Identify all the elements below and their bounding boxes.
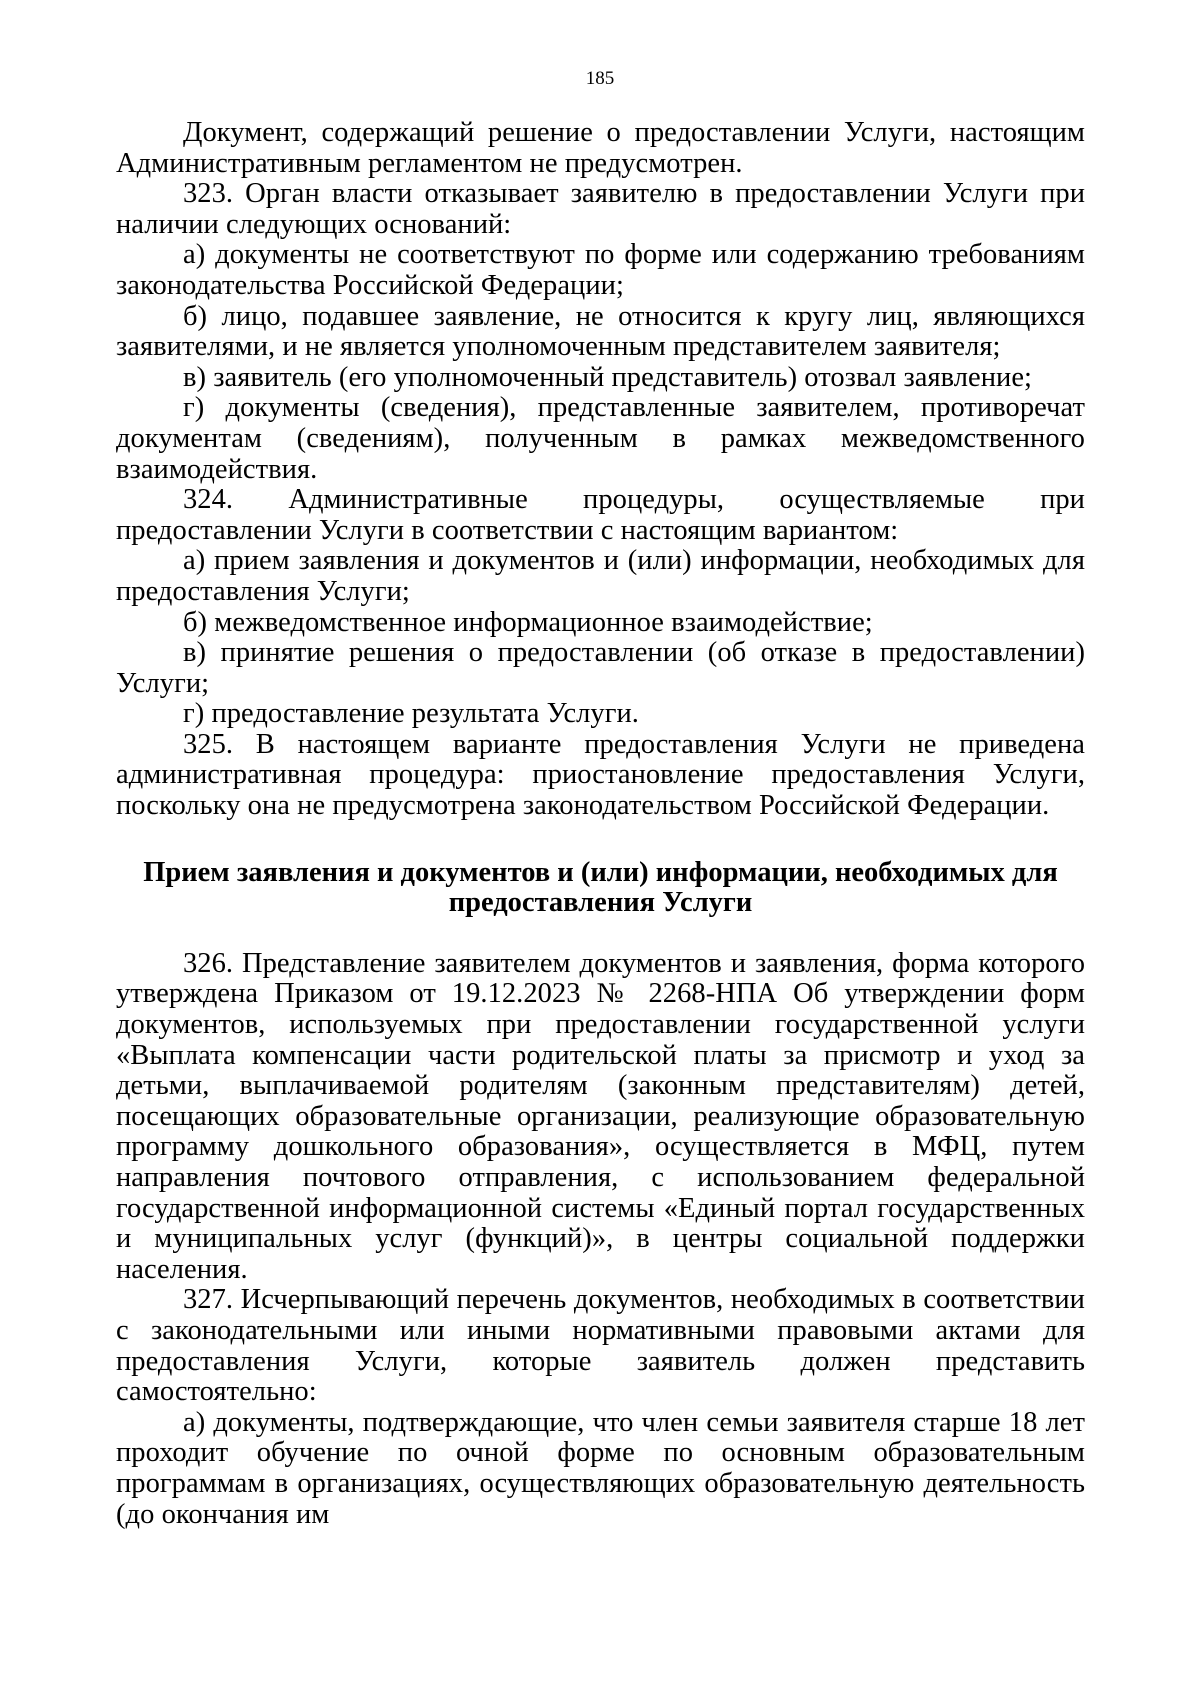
document-body	[116, 118, 1085, 1530]
list-item-323-v: в) заявитель (его уполномоченный представитель) отозвал заявление;	[183, 361, 1033, 393]
list-item-323-g: г) документы (сведения), представленные заявителем, противоречат документам (сведениям), полученным в рамках межведомственного взаимодействия.	[116, 392, 1085, 485]
list-item-324-g: г) предоставление результата Услуги.	[183, 698, 639, 730]
list-item-324-v: в) принятие решения о предоставлении (об отказе в предоставлении) Услуги;	[116, 637, 1085, 699]
section-heading	[116, 858, 1085, 919]
list-item-324-a: а) прием заявления и документов и (или) информации, необходимых для предоставления Услуги;	[116, 545, 1085, 607]
list-item-323-a: а) документы не соответствуют по форме или содержанию требованиям законодательства Российской Федерации;	[116, 239, 1085, 301]
paragraph-325: 325. В настоящем варианте предоставления Услуги не приведена административная процедура: приостановление предоставления Услуги, поскольку она не предусмотрена законодательством Российской Федерации.	[116, 728, 1085, 822]
paragraph-326: 326. Представление заявителем документов и заявления, форма которого утверждена Приказом от 19.12.2023 № 2268-НПА Об утверждении форм документов, используемых при предоставлении государственной услуги «Выплата компенсации части родительской платы за присмотр и уход за детьми, выплачиваемой родителям (законным представителям) детей, посещающих образовательные организации, реализующие образовательную программу дошкольного образования», осуществляется в МФЦ, путем направления почтового отправления, с использованием федеральной государственной информационной системы «Единый портал государственных и муниципальных услуг (функций)», в центры социальной поддержки населения.	[116, 947, 1085, 1285]
paragraph-327: 327. Исчерпывающий перечень документов, необходимых в соответствии с законодательными или иными нормативными правовыми актами для предоставления Услуги, которые заявитель должен представить самостоятельно:	[116, 1284, 1085, 1408]
paragraph-324: 324. Административные процедуры, осуществляемые при предоставлении Услуги в соответствии с настоящим вариантом:	[116, 484, 1085, 546]
section-heading-line-2: предоставления Услуги	[448, 887, 753, 919]
list-item-327-a: а) документы, подтверждающие, что член семьи заявителя старше 18 лет проходит обучение по очной форме по основным образовательным программам в организациях, осуществляющих образовательную деятельность (до окончания им	[116, 1406, 1085, 1530]
section-heading-line-1: Прием заявления и документов и (или) информации, необходимых для	[143, 856, 1058, 888]
paragraph-323: 323. Орган власти отказывает заявителю в предоставлении Услуги при наличии следующих оснований:	[116, 178, 1085, 240]
list-item-324-b: б) межведомственное информационное взаимодействие;	[183, 606, 873, 638]
paragraph: Документ, содержащий решение о предоставлении Услуги, настоящим Административным регламентом не предусмотрен.	[116, 117, 1085, 179]
page-number: 185	[585, 68, 615, 89]
list-item-323-b: б) лицо, подавшее заявление, не относится к кругу лиц, являющихся заявителями, и не является уполномоченным представителем заявителя;	[116, 300, 1085, 363]
